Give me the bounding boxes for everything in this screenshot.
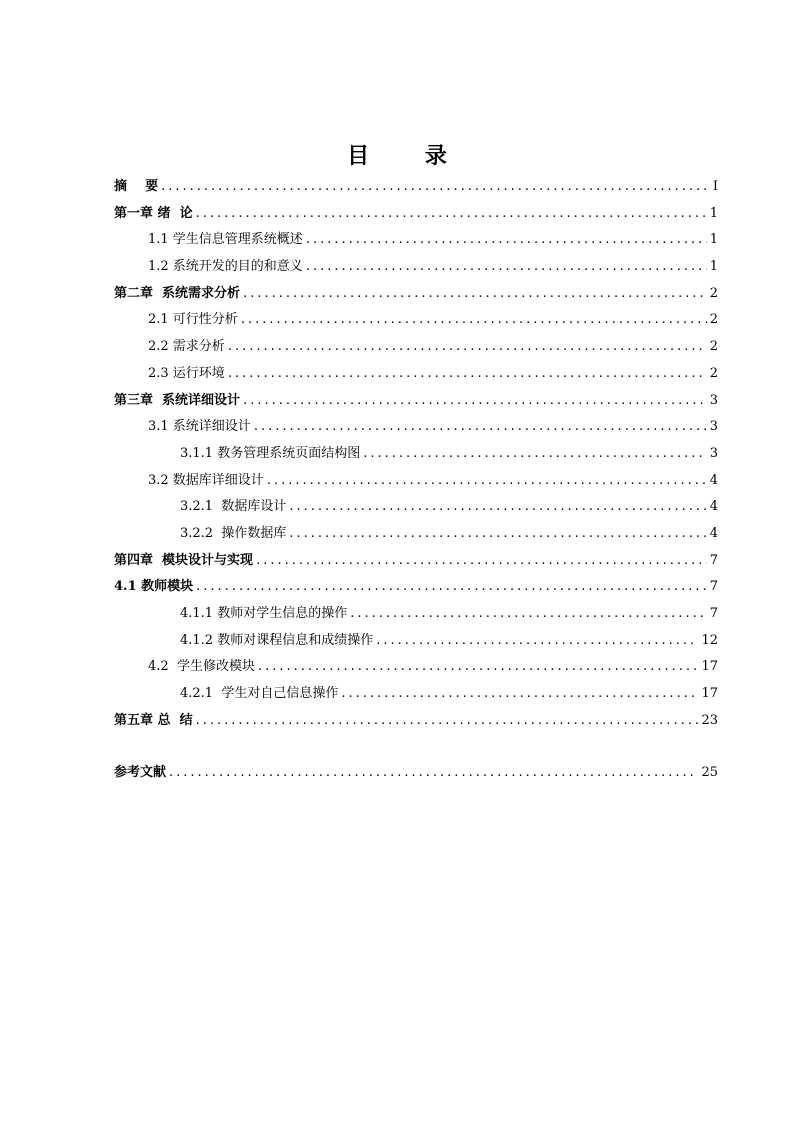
toc-entry-section-3-1[interactable]	[114, 414, 718, 441]
toc-entry-page: I	[712, 179, 718, 194]
page-title: 目 录	[347, 143, 471, 169]
toc-entry-section-4-2[interactable]	[114, 654, 718, 681]
toc-leader-dots	[376, 628, 698, 655]
toc-entry-page: 17	[701, 686, 718, 702]
toc-entry-section-4-2-1[interactable]	[114, 681, 718, 708]
toc-entry-section-3-1-1[interactable]	[114, 441, 718, 468]
toc-leader-dots	[243, 388, 707, 415]
toc-entry-page: 4	[709, 472, 718, 488]
toc-entry-page: 2	[709, 339, 718, 355]
toc-entry-label: 第四章 模块设计与实现	[114, 552, 254, 568]
toc-leader-dots	[196, 201, 707, 228]
toc-entry-page: 3	[709, 419, 718, 435]
toc-leader-dots	[363, 441, 707, 468]
toc-entry-section-3-2[interactable]	[114, 468, 718, 495]
toc-entry-label: 3.2.1 数据库设计	[180, 499, 287, 515]
toc-entry-page: 2	[709, 365, 718, 381]
toc-entry-references[interactable]	[114, 760, 718, 787]
toc-entry-chapter-4[interactable]	[114, 548, 718, 575]
toc-leader-dots	[241, 307, 707, 334]
toc-entry-label: 4.1.1 教师对学生信息的操作	[180, 606, 348, 621]
toc-entry-section-4-1-2[interactable]	[114, 628, 718, 655]
toc-entry-label: 4.2 学生修改模块	[148, 659, 255, 675]
toc-entry-chapter-1[interactable]	[114, 201, 718, 228]
toc-entry-chapter-2[interactable]	[114, 281, 718, 308]
toc-entry-page: 17	[701, 659, 718, 675]
toc-entry-section-4-1-1[interactable]	[114, 601, 718, 628]
toc-entry-label: 第二章 系统需求分析	[114, 285, 241, 301]
toc-leader-dots	[289, 521, 706, 548]
toc-entry-page: 7	[709, 606, 718, 621]
toc-entry-page: 2	[709, 285, 718, 301]
toc-entry-label: 2.3 运行环境	[148, 365, 225, 381]
toc-entry-page: 4	[709, 499, 718, 515]
toc-leader-dots	[267, 468, 707, 495]
toc-leader-dots	[243, 281, 707, 308]
toc-entry-label: 3.1.1 教务管理系统页面结构图	[180, 445, 361, 461]
toc-leader-dots	[306, 227, 707, 254]
toc-entry-page: 2	[709, 312, 718, 328]
toc-entry-chapter-5[interactable]	[114, 708, 718, 735]
toc-entry-label: 3.2.2 操作数据库	[180, 525, 287, 541]
toc-entry-page: 1	[709, 205, 718, 221]
toc-leader-dots	[169, 760, 698, 787]
toc-entry-label: 4.1 教师模块	[114, 579, 194, 595]
toc-entry-page: 7	[709, 579, 718, 595]
toc-entry-section-2-3[interactable]	[114, 361, 718, 388]
toc-entry-page: 1	[709, 232, 718, 248]
toc-entry-page: 4	[709, 525, 718, 541]
toc-leader-dots	[289, 494, 706, 521]
toc-entry-page: 25	[701, 765, 718, 781]
toc-entry-page: 7	[709, 552, 718, 568]
toc-entry-label: 参考文献	[114, 765, 167, 781]
toc-entry-section-3-2-1[interactable]	[114, 494, 718, 521]
toc-leader-dots	[196, 708, 699, 735]
toc-leader-dots	[196, 574, 707, 601]
toc-entry-label: 2.1 可行性分析	[148, 312, 238, 328]
toc-leader-dots	[228, 334, 707, 361]
toc-entry-section-4-1[interactable]	[114, 574, 718, 601]
toc-entry-page: 3	[709, 392, 718, 408]
toc-entry-page: 12	[701, 632, 718, 648]
toc-entry-label: 3.1 系统详细设计	[148, 419, 251, 435]
toc-entry-section-1-1[interactable]	[114, 227, 718, 254]
toc-entry-label: 第五章 总 结	[114, 712, 193, 728]
toc-leader-dots	[161, 174, 707, 201]
toc-entry-section-1-2[interactable]	[114, 254, 718, 281]
toc-entry-page: 1	[709, 259, 718, 275]
toc-entry-label: 2.2 需求分析	[148, 339, 225, 355]
toc-entry-abstract[interactable]	[114, 174, 718, 201]
toc-entry-section-2-1[interactable]	[114, 307, 718, 334]
toc-entry-page: 3	[709, 445, 718, 461]
toc-leader-dots	[256, 548, 707, 575]
toc-entry-page: 23	[701, 712, 718, 728]
toc-leader-dots	[306, 254, 707, 281]
toc-leader-dots	[341, 681, 698, 708]
toc-entry-section-3-2-2[interactable]	[114, 521, 718, 548]
toc-entry-label: 第一章 绪 论	[114, 205, 193, 221]
table-of-contents	[114, 174, 718, 787]
toc-entry-label: 4.2.1 学生对自己信息操作	[180, 686, 339, 702]
toc-entry-label: 1.2 系统开发的目的和意义	[148, 259, 303, 275]
toc-entry-label: 第三章 系统详细设计	[114, 392, 241, 408]
toc-leader-dots	[254, 414, 707, 441]
toc-entry-chapter-3[interactable]	[114, 388, 718, 415]
toc-entry-section-2-2[interactable]	[114, 334, 718, 361]
toc-entry-label: 3.2 数据库详细设计	[148, 472, 264, 488]
toc-leader-dots	[258, 654, 699, 681]
toc-leader-dots	[228, 361, 707, 388]
toc-entry-label: 1.1 学生信息管理系统概述	[148, 232, 303, 248]
toc-entry-label: 摘 要	[114, 179, 159, 194]
toc-entry-label: 4.1.2 教师对课程信息和成绩操作	[180, 632, 374, 648]
toc-leader-dots	[350, 601, 707, 628]
